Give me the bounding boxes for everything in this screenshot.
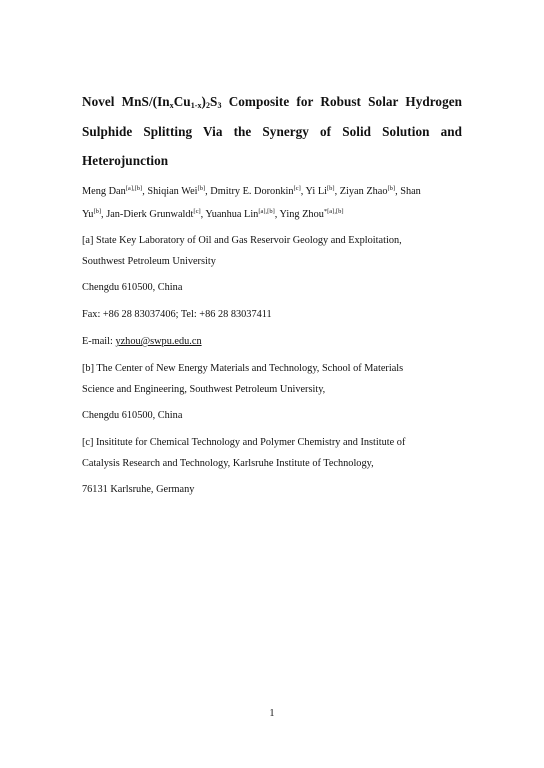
title-line-1 [82,87,462,117]
author-name: Yu [82,209,94,220]
title-subscript: 2 [205,101,211,110]
author-affiliation-mark: *[a],[b] [323,208,344,215]
author-affiliation-mark: [b] [93,208,102,215]
author-name: Meng Dan [82,186,126,197]
author-name: Shiqian Wei [147,186,198,197]
author-name: Shan [400,186,421,197]
title-text: Cu [173,94,191,109]
author-affiliation-mark: [a],[b] [125,185,143,192]
email-label: E-mail: [82,336,116,347]
affiliation-c-line-1: [c] Insititute for Chemical Technology and Polymer Chemistry and Institute of [82,437,406,448]
author-line-2: Yu[b], Jan-Dierk Grunwaldt[c], Yuanhua Lin[a],[b], Ying Zhou$^{*[a],[b]}$ [82,208,344,220]
affiliation-b [82,359,472,400]
author-name: Yuanhua Lin [205,209,259,220]
title-line-3: Heterojunction [82,153,169,168]
page-number: 1 [269,708,275,719]
paper-title [82,87,462,176]
author-line-1: Meng Dan[a],[b], Shiqian Wei[b], Dmitry E. Doronkin[c], Yi Li[b], Ziyan Zhao[b], Shan [82,185,421,197]
author-name: Ying Zhou [279,209,324,220]
author-name: Ziyan Zhao [339,186,388,197]
affiliation-a-line-1: [a] State Key Laboratory of Oil and Gas Reservoir Geology and Exploitation, [82,235,402,246]
author-name: Yi Li [305,186,327,197]
affiliation-c [82,433,472,474]
title-text: S [210,94,218,109]
author-affiliation-mark: [b] [197,185,206,192]
author-affiliation-mark: [c] [293,185,301,192]
title-text: ) [201,94,206,109]
author-affiliation-mark: [a],[b] [258,208,275,215]
author-name: Dmitry E. Doronkin [210,186,294,197]
affiliation-a-city: Chengdu 610500, China [82,282,183,293]
affiliation-b-city: Chengdu 610500, China [82,410,183,421]
affiliation-a [82,231,472,272]
title-subscript: 1-x [190,101,202,110]
affiliation-c-line-2: Catalysis Research and Technology, Karlsruhe Institute of Technology, [82,457,374,469]
affiliation-c-city: 76131 Karlsruhe, Germany [82,484,195,495]
title-line-2: Sulphide Splitting Via the Synergy of Solid Solution and [82,123,462,139]
author-name: Jan-Dierk Grunwaldt [106,209,194,220]
contact-email [82,332,472,353]
title-subscript: x [169,101,174,110]
affiliation-a-line-2: Southwest Petroleum University [82,255,216,267]
email-link[interactable]: yzhou@swpu.edu.cn [115,336,202,347]
author-affiliation-mark: [b] [387,185,396,192]
author-affiliation-mark: [b] [326,185,335,192]
affiliation-b-line-1: [b] The Center of New Energy Materials and Technology, School of Materials [82,363,404,374]
author-list [82,180,462,226]
affiliation-b-line-2: Science and Engineering, Southwest Petroleum University, [82,383,326,395]
contact-fax-tel: Fax: +86 28 83037406; Tel: +86 28 83037411 [82,309,272,320]
title-text: Novel MnS/(In [82,94,170,109]
title-text: Composite for Robust Solar Hydrogen [221,94,462,109]
author-affiliation-mark: [c] [193,208,201,215]
title-subscript: 3 [217,101,222,110]
